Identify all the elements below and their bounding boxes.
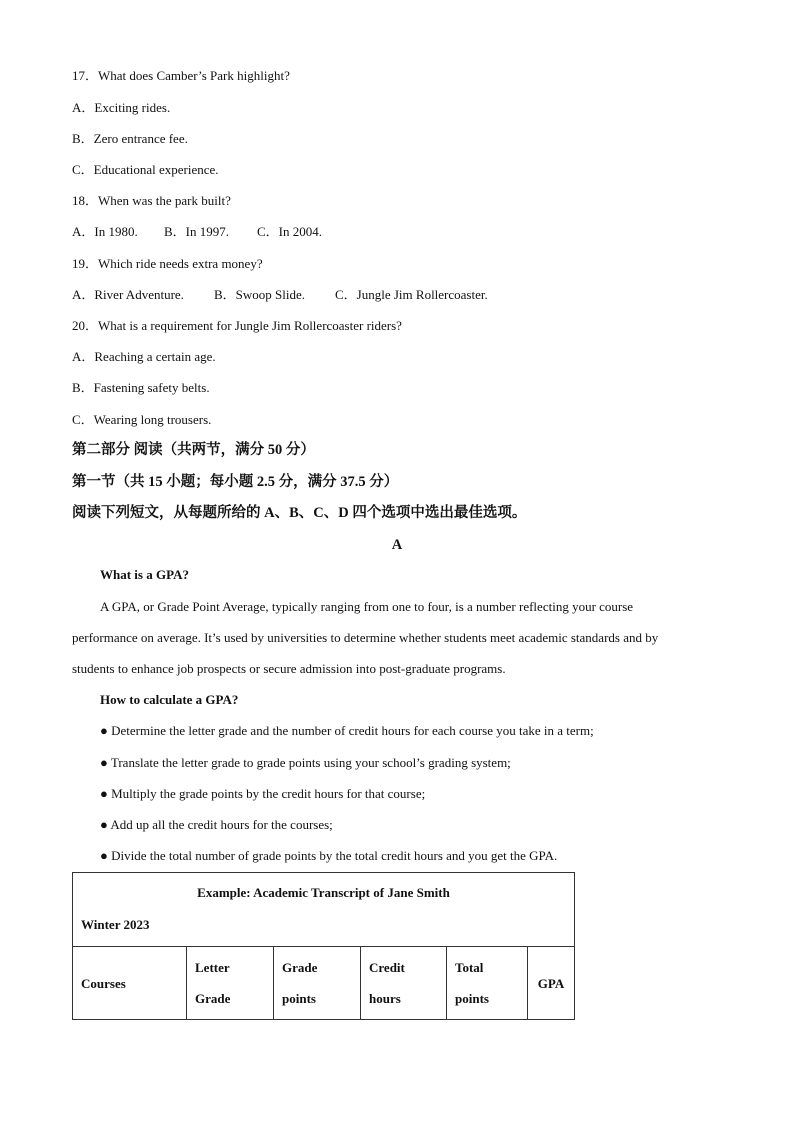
header-grade-line1: Grade	[282, 960, 318, 975]
passage-letter: A	[391, 537, 403, 553]
header-letter-grade	[187, 947, 274, 1020]
transcript-term: Winter 2023	[81, 917, 150, 932]
q19-options	[72, 287, 488, 303]
header-grade-points	[274, 947, 361, 1020]
bullet-step-4: ● Add up all the credit hours for the courses;	[100, 817, 333, 832]
paragraph-line-1: A GPA, or Grade Point Average, typically ranging from one to four, is a number reflecting your course	[100, 599, 634, 614]
question-19: 19．Which ride needs extra money?	[72, 256, 263, 271]
question-18: 18．When was the park built?	[72, 193, 231, 208]
q17-option-b: B．Zero entrance fee.	[72, 131, 188, 146]
header-credit-line2: hours	[369, 991, 401, 1006]
paragraph-line-3: students to enhance job prospects or secure admission into post-graduate programs.	[72, 661, 506, 676]
q20-option-a: A．Reaching a certain age.	[72, 349, 216, 364]
heading-how-to-calculate: How to calculate a GPA?	[100, 692, 239, 707]
header-letter-line1: Letter	[195, 960, 230, 975]
q19-option-c: C．Jungle Jim Rollercoaster.	[335, 287, 488, 302]
transcript-title: Example: Academic Transcript of Jane Smith	[197, 885, 450, 900]
q18-option-b: B．In 1997.	[164, 224, 230, 239]
header-total-points	[447, 947, 528, 1020]
transcript-caption	[73, 873, 575, 947]
reading-instruction: 阅读下列短文，从每题所给的 A、B、C、D 四个选项中选出最佳选项。	[72, 505, 527, 521]
question-17: 17．What does Camber’s Park highlight?	[72, 68, 290, 83]
header-courses: Courses	[73, 947, 187, 1020]
header-total-line2: points	[455, 991, 489, 1006]
q18-option-c: C．In 2004.	[257, 224, 323, 239]
q18-option-a: A．In 1980.	[72, 224, 138, 239]
section-one-heading: 第一节（共 15 小题；每小题 2.5 分，满分 37.5 分）	[72, 474, 399, 490]
part-two-heading: 第二部分 阅读（共两节，满分 50 分）	[72, 442, 315, 458]
header-letter-line2: Grade	[195, 991, 231, 1006]
q20-option-c: C．Wearing long trousers.	[72, 412, 212, 427]
q18-options	[72, 224, 322, 240]
bullet-step-2: ● Translate the letter grade to grade points using your school’s grading system;	[100, 755, 511, 770]
bullet-step-1: ● Determine the letter grade and the number of credit hours for each course you take in a term;	[100, 723, 594, 738]
transcript-table	[72, 872, 575, 1020]
header-total-line1: Total	[455, 960, 484, 975]
header-credit-hours	[361, 947, 447, 1020]
q20-option-b: B．Fastening safety belts.	[72, 380, 210, 395]
q17-option-c: C．Educational experience.	[72, 162, 219, 177]
question-20: 20．What is a requirement for Jungle Jim Rollercoaster riders?	[72, 318, 402, 333]
transcript-header-row	[73, 947, 575, 1020]
q19-option-a: A．River Adventure.	[72, 287, 184, 302]
bullet-step-3: ● Multiply the grade points by the credit hours for that course;	[100, 786, 426, 801]
header-gpa: GPA	[528, 947, 575, 1020]
q17-option-a: A．Exciting rides.	[72, 100, 171, 115]
transcript-caption-row	[73, 873, 575, 947]
heading-what-is-gpa: What is a GPA?	[100, 567, 189, 582]
bullet-step-5: ● Divide the total number of grade points by the total credit hours and you get the GPA.	[100, 848, 558, 863]
header-grade-line2: points	[282, 991, 316, 1006]
q19-option-b: B．Swoop Slide.	[214, 287, 306, 302]
header-credit-line1: Credit	[369, 960, 405, 975]
paragraph-line-2: performance on average. It’s used by universities to determine whether students meet academic standards and by	[72, 630, 659, 645]
